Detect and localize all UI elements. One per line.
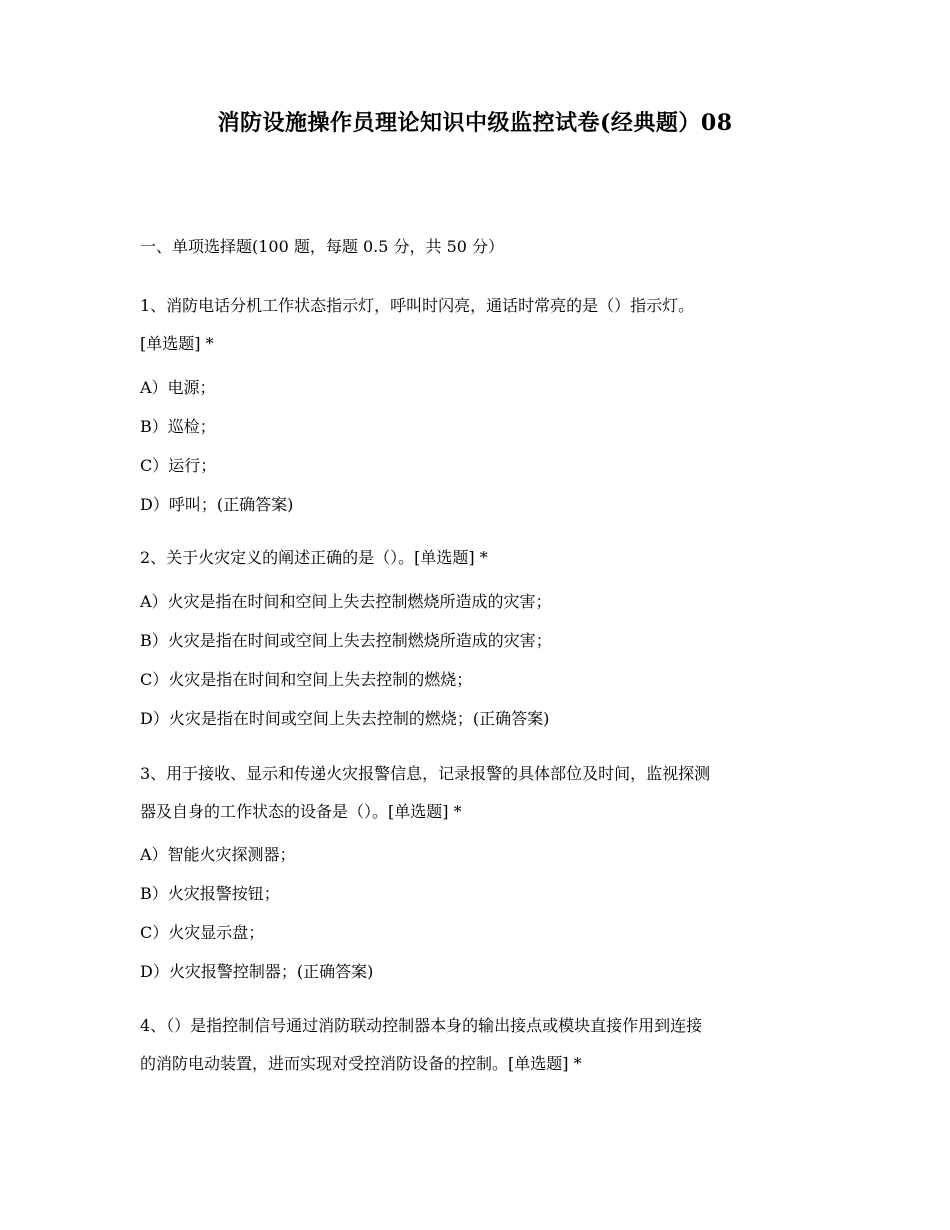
question-3-option-c: C）火灾显示盘；	[140, 923, 265, 942]
question-3-stem-line-1: 3、用于接收、显示和传递火灾报警信息，记录报警的具体部位及时间，监视探测	[140, 764, 711, 783]
question-1-option-c: C）运行；	[140, 456, 217, 475]
question-2-stem-line-1: 2、关于火灾定义的阐述正确的是（）。[单选题] *	[140, 548, 488, 567]
question-2-option-a: A）火灾是指在时间和空间上失去控制燃烧所造成的灾害；	[140, 592, 552, 611]
question-2-option-b: B）火灾是指在时间或空间上失去控制燃烧所造成的灾害；	[140, 631, 552, 650]
document-title: 消防设施操作员理论知识中级监控试卷(经典题）08	[217, 110, 733, 136]
question-3-stem-line-2: 器及自身的工作状态的设备是（）。[单选题] *	[140, 802, 462, 821]
question-3-option-b: B）火灾报警按钮；	[140, 884, 280, 903]
question-1-stem-line-1: 1、消防电话分机工作状态指示灯，呼叫时闪亮，通话时常亮的是（）指示灯。	[140, 296, 695, 315]
question-2-option-c: C）火灾是指在时间和空间上失去控制的燃烧；	[140, 670, 473, 689]
question-1-option-d: D）呼叫；(正确答案)	[140, 495, 294, 514]
question-3-option-d: D）火灾报警控制器；(正确答案)	[140, 962, 374, 981]
question-1-option-b: B）巡检；	[140, 417, 216, 436]
question-1-stem-line-2: [单选题] *	[140, 334, 214, 353]
question-4-stem-line-1: 4、（）是指控制信号通过消防联动控制器本身的输出接点或模块直接作用到连接	[140, 1016, 703, 1035]
question-2-option-d: D）火灾是指在时间或空间上失去控制的燃烧；(正确答案)	[140, 709, 550, 728]
question-1-option-a: A）电源；	[140, 378, 216, 397]
question-4-stem-line-2: 的消防电动装置，进而实现对受控消防设备的控制。[单选题] *	[140, 1054, 582, 1073]
section-heading: 一、单项选择题(100 题，每题 0.5 分，共 50 分）	[140, 237, 505, 256]
question-3-option-a: A）智能火灾探测器；	[140, 845, 296, 864]
